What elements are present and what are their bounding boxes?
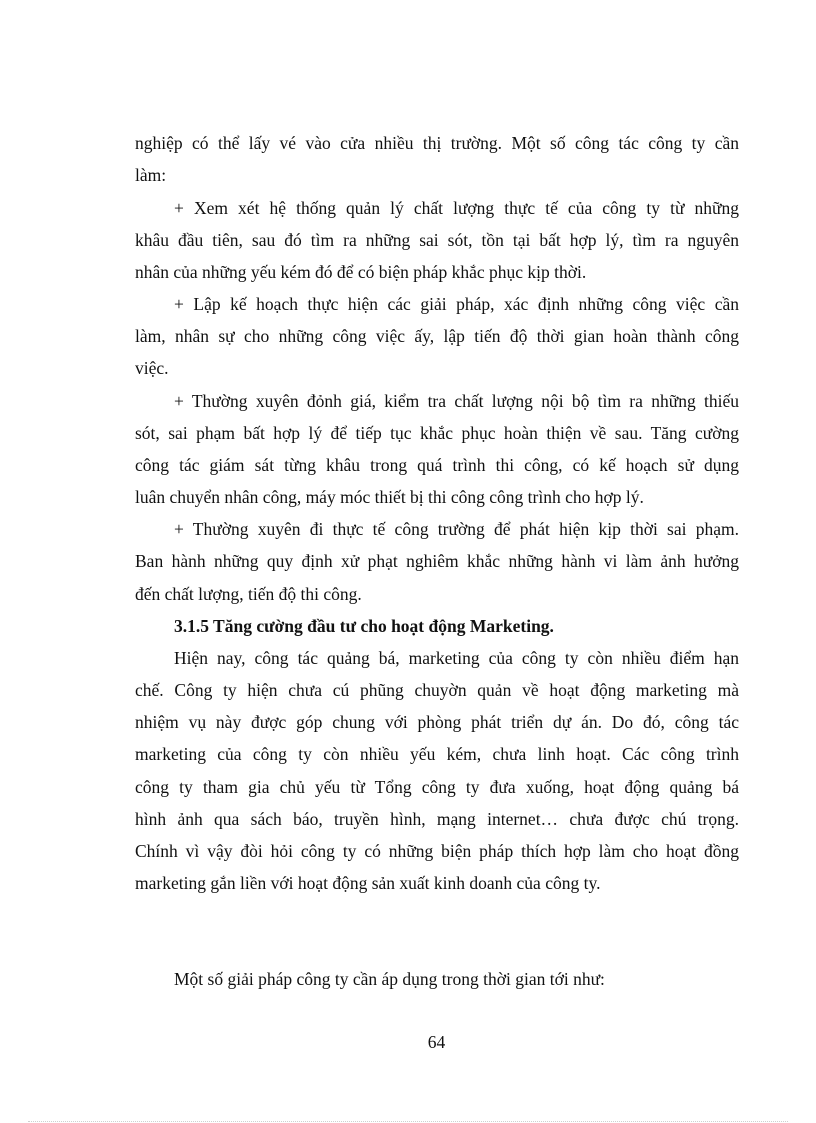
page-number: 64 — [427, 1032, 446, 1052]
paragraph-line: Ban hành những quy định xử phạt nghiêm khắc những hành vi làm ảnh hưởng — [135, 551, 739, 571]
paragraph-line: Chính vì vậy đòi hỏi công ty có những biện pháp thích hợp làm cho hoạt đồng — [135, 841, 739, 861]
paragraph-line: chế. Công ty hiện chưa cú phũng chuyờn quản về hoạt động marketing mà — [135, 680, 739, 700]
paragraph-line: luân chuyển nhân công, máy móc thiết bị thi công công trình cho hợp lý. — [135, 487, 644, 507]
paragraph-line: đến chất lượng, tiến độ thi công. — [135, 584, 362, 604]
section-heading: 3.1.5 Tăng cường đầu tư cho hoạt động Marketing. — [174, 616, 554, 636]
paragraph-line: việc. — [135, 358, 169, 378]
paragraph-line: nhân của những yếu kém đó để có biện pháp khắc phục kịp thời. — [135, 262, 587, 282]
paragraph-line: Hiện nay, công tác quảng bá, marketing của công ty còn nhiều điểm hạn — [174, 648, 739, 668]
paragraph-line: công ty tham gia chủ yếu từ Tổng công ty đưa xuống, hoạt động quảng bá — [135, 777, 739, 797]
paragraph-line: + Thường xuyên đỏnh giá, kiểm tra chất lượng nội bộ tìm ra những thiếu — [174, 391, 739, 411]
paragraph-line: + Lập kế hoạch thực hiện các giải pháp, xác định những công việc cần — [174, 294, 739, 314]
paragraph-line: + Xem xét hệ thống quản lý chất lượng thực tế của công ty từ những — [174, 198, 739, 218]
paragraph-line: làm, nhân sự cho những công việc ấy, lập tiến độ thời gian hoàn thành công — [135, 326, 739, 346]
paragraph-line: Một số giải pháp công ty cần áp dụng trong thời gian tới như: — [174, 969, 605, 989]
paragraph-line: marketing gắn liền với hoạt động sản xuất kinh doanh của công ty. — [135, 873, 601, 893]
paragraph-line: làm: — [135, 165, 167, 185]
paragraph-line: hình ảnh qua sách báo, truyền hình, mạng internet… chưa được chú trọng. — [135, 809, 739, 829]
paragraph-line: khâu đầu tiên, sau đó tìm ra những sai sót, tồn tại bất hợp lý, tìm ra nguyên — [135, 230, 739, 250]
paragraph-line: + Thường xuyên đi thực tế công trường để phát hiện kịp thời sai phạm. — [174, 519, 739, 539]
paragraph-line: công tác giám sát từng khâu trong quá trình thi công, có kế hoạch sử dụng — [135, 455, 739, 475]
paragraph-line: marketing của công ty còn nhiều yếu kém, chưa linh hoạt. Các công trình — [135, 744, 739, 764]
paragraph-line: nghiệp có thể lấy vé vào cửa nhiều thị trường. Một số công tác công ty cần — [135, 133, 739, 153]
page-bottom-divider — [28, 1121, 788, 1122]
paragraph-line: sót, sai phạm bất hợp lý để tiếp tục khắc phục hoàn thiện về sau. Tăng cường — [135, 423, 739, 443]
paragraph-line: nhiệm vụ này được góp chung với phòng phát triển dự án. Do đó, công tác — [135, 712, 739, 732]
